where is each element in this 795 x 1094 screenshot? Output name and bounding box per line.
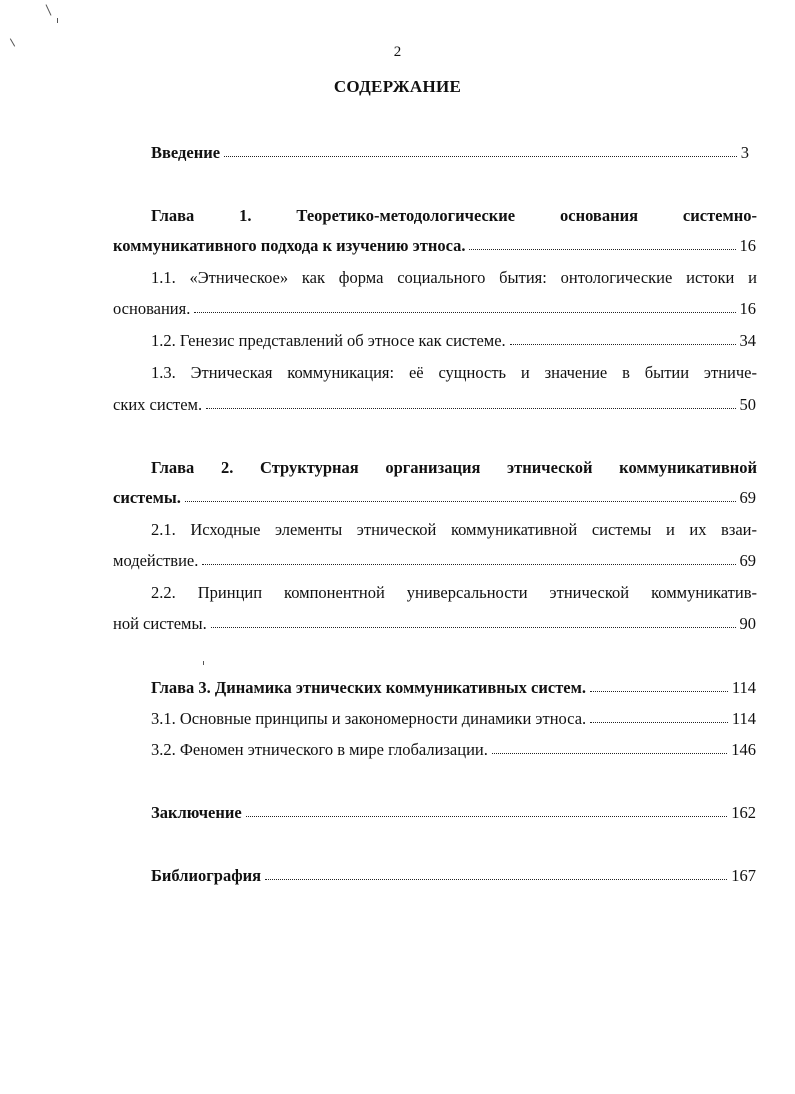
toc-section-title: 2.1. Исходные элементы этнической коммуникативной системы и их взаи-	[151, 520, 757, 539]
toc-section-title: 2.2. Принцип компонентной универсальности этнической коммуникатив-	[151, 583, 757, 602]
scan-mark	[57, 18, 58, 23]
toc-entry-label: ной системы.	[113, 614, 207, 633]
toc-entry-label: Библиография	[151, 866, 262, 885]
toc-entry-label: системы.	[113, 488, 181, 507]
toc-chapter-title: Глава 1. Теоретико-методологические основания системно-	[151, 206, 757, 225]
page-title: СОДЕРЖАНИЕ	[333, 77, 462, 96]
toc-entry-page: 146	[731, 740, 756, 759]
toc-entry-section-3-2	[151, 740, 756, 760]
dot-leader	[211, 627, 736, 628]
toc-entry-chapter-1	[113, 236, 756, 256]
toc-entry-page: 34	[739, 331, 756, 350]
toc-entry-page: 90	[739, 614, 756, 633]
toc-entry-page: 167	[731, 866, 756, 885]
toc-entry-bibliography	[151, 866, 756, 886]
dot-leader	[206, 408, 735, 409]
toc-entry-label: модействие.	[113, 551, 199, 570]
toc-entry-chapter-2	[113, 488, 756, 508]
toc-entry-page: 162	[731, 803, 756, 822]
toc-entry-page: 16	[739, 236, 756, 255]
toc-entry-section-1-3	[113, 395, 756, 415]
dot-leader	[469, 249, 735, 250]
dot-leader	[246, 816, 728, 817]
dot-leader	[265, 879, 727, 880]
dot-leader	[492, 753, 727, 754]
toc-section-title: 1.3. Этническая коммуникация: её сущность и значение в бытии этниче-	[151, 363, 757, 382]
toc-entry-label: коммуникативного подхода к изучению этноса.	[113, 236, 466, 255]
toc-entry-label: Заключение	[151, 803, 242, 822]
toc-entry-section-2-1	[113, 551, 756, 571]
dot-leader	[194, 312, 735, 313]
toc-entry-section-2-2	[113, 614, 756, 634]
page-number: 2	[393, 44, 402, 60]
toc-entry-section-1-2	[151, 331, 756, 351]
toc-section-title: 1.1. «Этническое» как форма социального бытия: онтологические истоки и	[151, 268, 757, 287]
toc-entry-conclusion	[151, 803, 756, 823]
dot-leader	[590, 722, 728, 723]
toc-entry-chapter-3	[151, 678, 756, 698]
dot-leader	[510, 344, 736, 345]
toc-entry-label: 3.1. Основные принципы и закономерности динамики этноса.	[151, 709, 587, 728]
toc-entry-label: 1.2. Генезис представлений об этносе как системе.	[151, 331, 506, 350]
scan-mark	[46, 4, 52, 15]
toc-entry-page: 3	[740, 143, 749, 162]
toc-entry-label: ских систем.	[113, 395, 203, 414]
toc-entry-page: 114	[731, 678, 756, 697]
toc-entry-intro	[151, 143, 749, 163]
toc-entry-section-3-1	[151, 709, 756, 729]
toc-entry-label: 3.2. Феномен этнического в мире глобализации.	[151, 740, 488, 759]
toc-entry-page: 114	[731, 709, 756, 728]
toc-entry-label: Глава 3. Динамика этнических коммуникативных систем.	[151, 678, 586, 697]
dot-leader	[224, 156, 737, 157]
dot-leader	[590, 691, 728, 692]
toc-entry-page: 69	[739, 488, 756, 507]
toc-entry-label: основания.	[113, 299, 191, 318]
toc-chapter-title: Глава 2. Структурная организация этнической коммуникативной	[151, 458, 757, 477]
toc-entry-page: 50	[739, 395, 756, 414]
toc-entry-page: 69	[739, 551, 756, 570]
toc-entry-page: 16	[739, 299, 756, 318]
toc-entry-label: Введение	[151, 143, 221, 162]
dot-leader	[202, 564, 735, 565]
scan-mark	[203, 661, 204, 665]
dot-leader	[185, 501, 736, 502]
toc-entry-section-1-1	[113, 299, 756, 319]
